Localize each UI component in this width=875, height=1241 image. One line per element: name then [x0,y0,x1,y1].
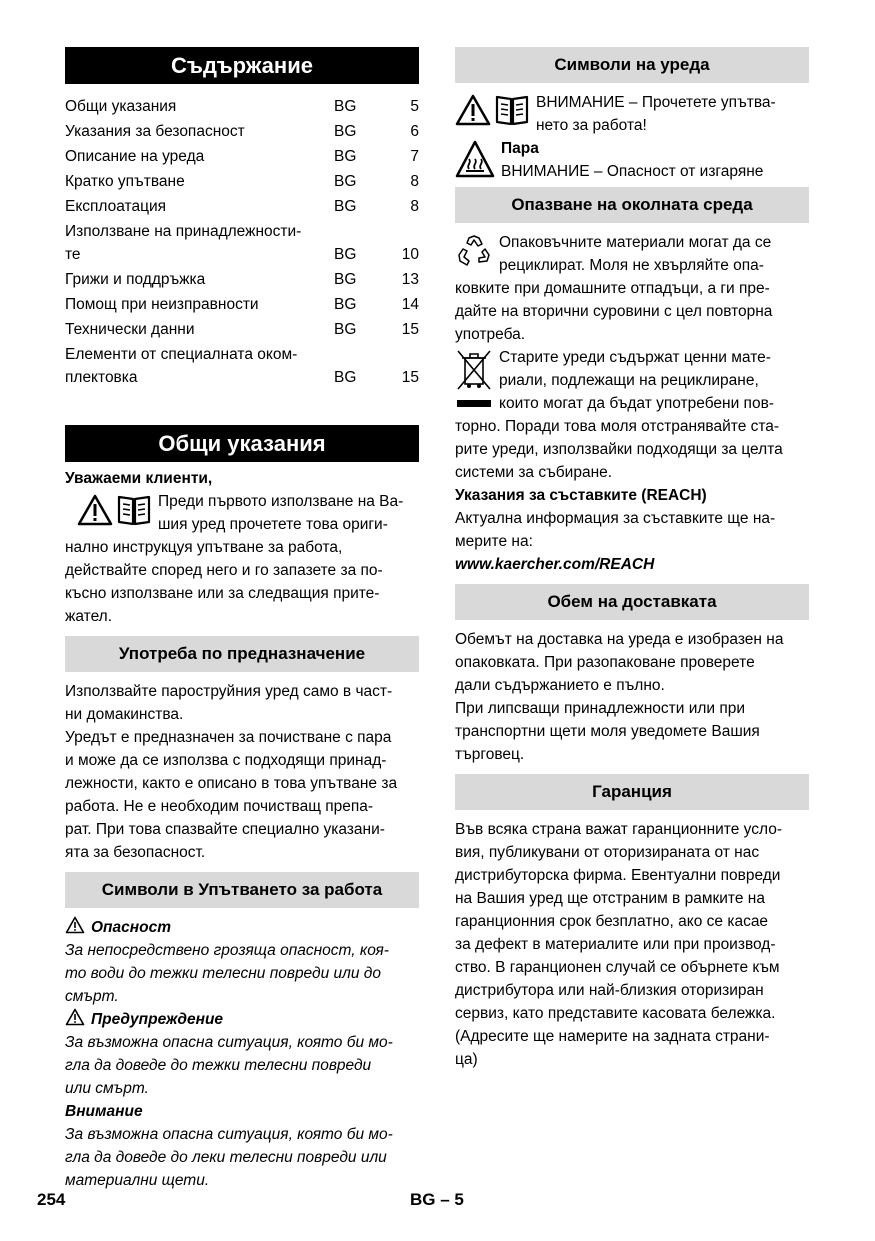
toc-entry-title [65,318,334,341]
toc-entry-language: BG [334,271,357,288]
delivery-line-2: дали съдържанието е пълно. [455,677,665,694]
toc-heading: Съдържание [65,47,419,84]
toc-entry-title-line: Кратко упътване [65,173,185,190]
intended-line-1: ни домакинства. [65,706,184,723]
toc-entry-title-line: плектовка [65,369,138,386]
toc-entry-language: BG [334,296,357,313]
recycle-line-0: Опаковъчните материали могат да се [499,234,772,251]
intro-line-5: жател. [65,608,113,625]
toc-entry-language: BG [334,148,357,165]
toc-row[interactable] [65,268,419,291]
toc-row[interactable] [65,120,419,143]
warranty-line-9: (Адресите ще намерите на задната страни- [455,1028,770,1045]
warning-line-1: гла да доведе до тежки телесни повреди [65,1057,372,1074]
warning-line-2: или смърт. [65,1080,149,1097]
read-manual-block [455,91,809,137]
warranty-line-5: за дефект в материалите или при производ- [455,936,776,953]
caution-line-2: материални щети. [65,1172,210,1189]
delivery-line-5: търговец. [455,746,525,763]
recycle-line-2: ковките при домашните отпадъци, а ги пре- [455,280,770,297]
warranty-line-4: гаранционния срок безплатно, ако се касае [455,913,769,930]
toc-entry-page: 13 [401,271,419,288]
toc-entry-title-line: те [65,246,81,263]
toc-row[interactable] [65,293,419,316]
toc-entry-language: BG [334,198,357,215]
intro-line-3: действайте според него и го запазете за по- [65,562,383,579]
warranty-line-2: дистрибуторска фирма. Евентуални повреди [455,867,781,884]
general-heading: Общи указания [65,425,419,462]
toc-entry-language: BG [334,173,357,190]
toc-entry-page: 7 [410,148,419,165]
intended-use-text [65,680,419,864]
recycle-line-1: рециклират. Моля не хвърляйте опа- [499,257,764,274]
danger-line-2: смърт. [65,988,119,1005]
toc-entry-title-line: Използване на принадлежности- [65,223,302,240]
toc-entry-language: BG [334,123,357,140]
toc-entry-page: 10 [401,246,419,263]
steam-text: ВНИМАНИЕ – Опасност от изгаряне [501,163,764,180]
steam-block [455,137,809,183]
danger-line-1: то води до тежки телесни повреди или до [65,965,381,982]
weee-line-4: рите уреди, използвайки подходящи за целта [455,441,783,458]
weee-line-0: Старите уреди съдържат ценни мате- [499,349,771,366]
danger-label: Опасност [91,919,171,936]
toc-entry-language: BG [334,98,357,115]
warranty-line-3: на Вашия уред ще отстраним в рамките на [455,890,765,907]
toc-entry-title [65,195,334,218]
toc-entry-title [65,170,334,193]
manual-book-icon [494,94,530,126]
warranty-heading: Гаранция [455,774,809,810]
toc-entry-page: 15 [401,369,419,386]
reach-title: Указания за съставките (REACH) [455,487,707,504]
caution-label: Внимание [65,1103,143,1120]
danger-line-0: За непосредствено грозяща опасност, коя- [65,942,389,959]
weee-block [455,346,809,484]
toc-entry-title [65,293,334,316]
caution-line-0: За възможна опасна ситуация, която би мо- [65,1126,393,1143]
device-symbols-heading: Символи на уреда [455,47,809,83]
delivery-text [455,628,809,766]
toc-entry-title [65,145,334,168]
warning-line-0: За възможна опасна ситуация, която би мо- [65,1034,393,1051]
toc-row[interactable] [65,318,419,341]
warning-label: Предупреждение [91,1011,224,1028]
danger-label-row [65,916,419,939]
page-number: 254 [37,1190,66,1209]
toc-entry-page: 8 [410,198,419,215]
toc-entry-language: BG [334,369,357,386]
toc-entry-page: 8 [410,173,419,190]
toc-entry-title-line: Общи указания [65,98,177,115]
toc-entry-title-line: Грижи и поддръжка [65,271,206,288]
toc-row[interactable] [65,145,419,168]
intro-line-1: шия уред прочетете това ориги- [158,516,388,533]
weee-line-1: риали, подлежащи на рециклиране, [499,372,759,389]
read-line-0: ВНИМАНИЕ – Прочетете упътва- [536,94,776,111]
read-line-1: нето за работа! [536,117,647,134]
intro-line-4: късно използване или за следващия прите- [65,585,380,602]
toc-entry-title [65,120,334,143]
table-of-contents [65,95,419,389]
intended-line-6: рат. При това спазвайте специално указани- [65,821,385,838]
crossed-bin-icon [455,348,493,412]
right-column [455,47,809,1071]
caution-line-1: гла да доведе до леки телесни повреди или [65,1149,387,1166]
toc-entry-page: 5 [410,98,419,115]
delivery-line-3: При липсващи принадлежности или при [455,700,746,717]
delivery-heading: Обем на доставката [455,584,809,620]
toc-entry-title-line: Технически данни [65,321,195,338]
warning-label-row [65,1008,419,1031]
toc-entry-title-line: Експлоатация [65,198,167,215]
environment-heading: Опазване на околната среда [455,187,809,223]
weee-line-3: торно. Поради това моля отстранявайте ста- [455,418,780,435]
toc-entry-page: 15 [401,321,419,338]
toc-entry-title-line: Описание на уреда [65,148,205,165]
warning-triangle-icon [65,916,85,934]
intended-line-3: и може да се използва с подходящи принад- [65,752,387,769]
reach-line-0: Актуална информация за съставките ще на- [455,510,776,527]
steam-label: Пара [501,140,539,157]
toc-row[interactable] [65,95,419,118]
recycle-line-3: дайте на вторични суровини с цел повторна [455,303,773,320]
recycle-icon [455,233,493,271]
toc-entry-title [65,268,334,291]
intended-use-heading: Употреба по предназначение [65,636,419,672]
intended-line-4: лежности, както е описано в това упътване за [65,775,398,792]
warning-triangle-icon [77,494,113,526]
warning-triangle-icon [65,1008,85,1026]
warranty-line-1: вия, публикувани от оторизираната от нас [455,844,760,861]
intro-line-2: нално инструкцуя упътване за работа, [65,539,343,556]
toc-entry-title-line: Указания за безопасност [65,123,245,140]
left-column [65,47,419,1192]
toc-entry-page: 14 [401,296,419,313]
warranty-line-10: ца) [455,1051,478,1068]
warranty-line-8: сервиз, като представите касовата бележка. [455,1005,776,1022]
delivery-line-0: Обемът на доставка на уреда е изобразен на [455,631,784,648]
toc-entry-title [65,95,334,118]
delivery-line-1: опаковката. При разопаковане проверете [455,654,755,671]
warning-triangle-icon [455,94,491,126]
warranty-text [455,818,809,1071]
toc-entry-page: 6 [410,123,419,140]
intended-line-2: Уредът е предназначен за почистване с пара [65,729,392,746]
toc-entry-title-line: Елементи от специалната оком- [65,346,298,363]
toc-entry-language: BG [334,246,357,263]
warranty-line-6: ство. В гаранционен случай се обърнете към [455,959,780,976]
intended-line-7: ята за безопасност. [65,844,206,861]
weee-line-5: системи за събиране. [455,464,613,481]
toc-entry-language: BG [334,321,357,338]
recycle-line-4: употреба. [455,326,526,343]
section-marker: BG – 5 [410,1190,464,1209]
intended-line-0: Използвайте пароструйния уред само в част- [65,683,393,700]
toc-row[interactable] [65,220,419,266]
toc-row[interactable] [65,343,419,389]
warranty-line-0: Във всяка страна важат гаранционните усло- [455,821,782,838]
intro-line-0: Преди първото използване на Ва- [158,493,404,510]
manual-symbols-heading: Символи в Упътването за работа [65,872,419,908]
recycle-block [455,231,809,346]
toc-entry-title [65,220,334,266]
toc-row[interactable] [65,170,419,193]
toc-entry-title-line: Помощ при неизправности [65,296,259,313]
warranty-line-7: дистрибутора или най-близкия оторизиран [455,982,764,999]
delivery-line-4: транспортни щети моля уведомете Вашия [455,723,760,740]
manual-book-icon [116,494,152,526]
manual-symbols-text [65,916,419,1192]
intended-line-5: работа. Не е необходим почистващ препа- [65,798,374,815]
general-intro [65,490,419,628]
reach-line-1: мерите на: [455,533,533,550]
hot-surface-icon [455,139,495,179]
greeting: Уважаеми клиенти, [65,470,213,487]
toc-entry-title [65,343,334,389]
reach-url[interactable]: www.kaercher.com/REACH [455,556,655,573]
weee-line-2: които могат да бъдат употребени пов- [499,395,774,412]
toc-row[interactable] [65,195,419,218]
